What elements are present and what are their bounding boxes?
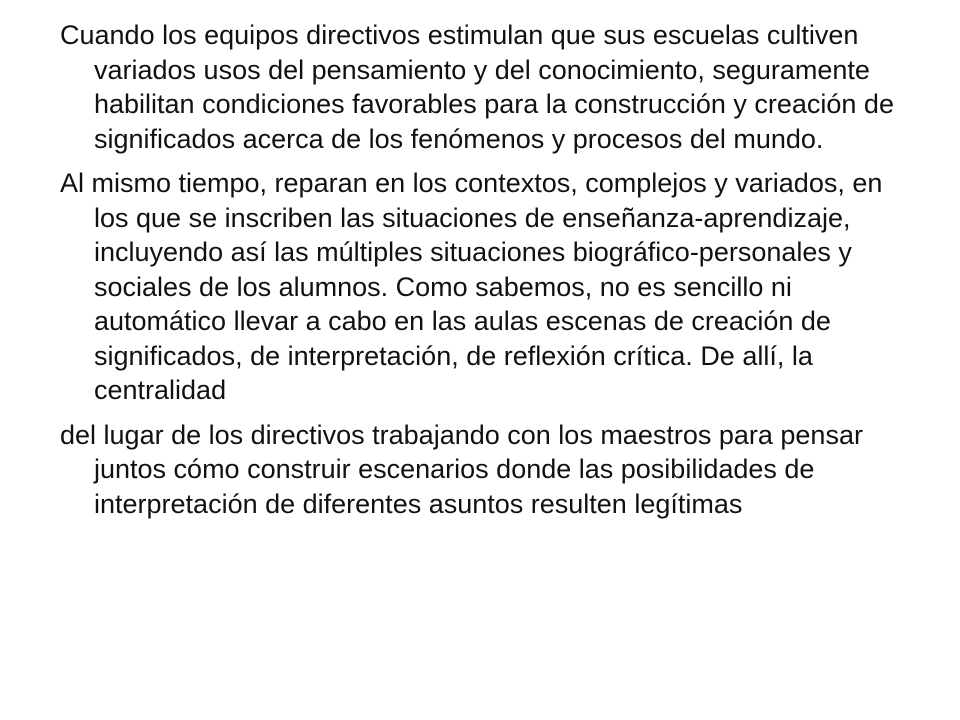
- paragraph-1: Cuando los equipos directivos estimulan que sus escuelas cultiven variados usos del pensamiento y del conocimiento, seguramente habilitan condiciones favorables para la construcción y creación de significados acerca de los fenómenos y procesos del mundo.: [60, 20, 894, 154]
- paragraph-3: del lugar de los directivos trabajando con los maestros para pensar juntos cómo construir escenarios donde las posibilidades de interpretación de diferentes asuntos resulten legítimas: [60, 419, 863, 519]
- paragraph-2: Al mismo tiempo, reparan en los contextos, complejos y variados, en los que se inscriben las situaciones de enseñanza-aprendizaje, incluyendo así las múltiples situaciones biográfico-personales y sociales de los alumnos. Como sabemos, no es sencillo ni automático llevar a cabo en las aulas escenas de creación de significados, de interpretación, de reflexión crítica. De allí, la centralidad: [60, 168, 883, 405]
- slide-body: [60, 18, 910, 521]
